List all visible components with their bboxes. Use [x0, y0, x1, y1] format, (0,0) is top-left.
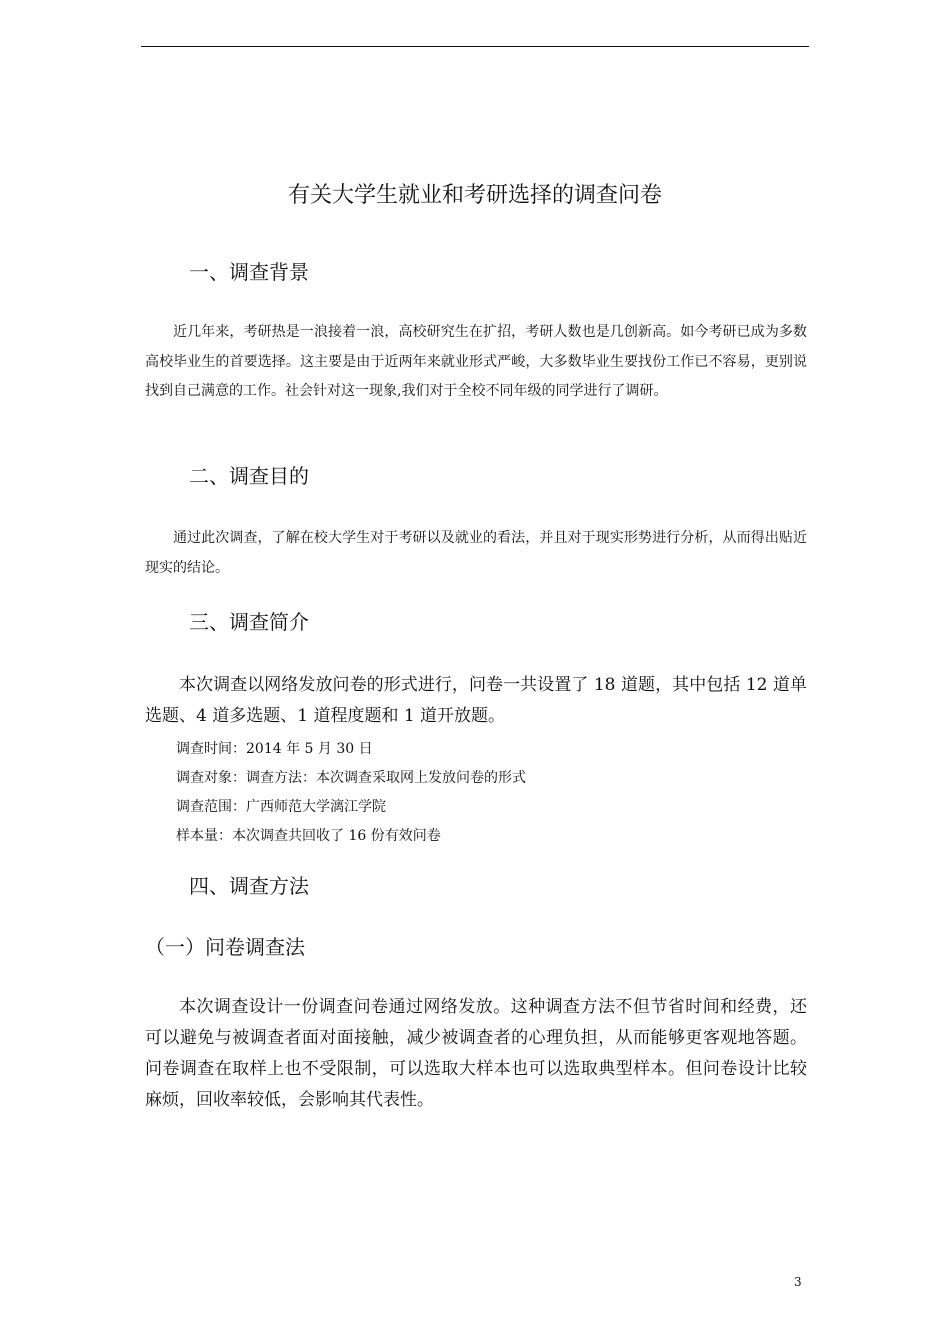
subsection-heading-questionnaire: （一）问卷调查法	[145, 935, 305, 959]
document-title: 有关大学生就业和考研选择的调查问卷	[287, 183, 662, 208]
header-rule	[141, 46, 809, 47]
purpose-paragraph: 通过此次调查，了解在校大学生对于考研以及就业的看法，并且对于现实形势进行分析，从而得出贴近现实的结论。	[145, 530, 807, 576]
section-heading-intro: 三、调查简介	[189, 610, 309, 634]
survey-info-item: 调查范围：广西师范大学漓江学院	[176, 799, 386, 815]
section-heading-background: 一、调查背景	[189, 260, 309, 284]
section-heading-purpose: 二、调查目的	[189, 464, 309, 488]
questionnaire-paragraph: 本次调查设计一份调查问卷通过网络发放。这种调查方法不但节省时间和经费，还可以避免与被调查者面对面接触，减少被调查者的心理负担，从而能够更客观地答题。问卷调查在取样上也不受限制，可以选取大样本也可以选取典型样本。但问卷设计比较麻烦，回收率较低，会影响其代表性。	[145, 997, 807, 1110]
section-heading-method: 四、调查方法	[189, 874, 309, 898]
intro-paragraph: 本次调查以网络发放问卷的形式进行，问卷一共设置了 18 道题，其中包括 12 道单选题、4 道多选题、1 道程度题和 1 道开放题。	[145, 675, 807, 726]
survey-info-list	[176, 735, 526, 851]
survey-info-item: 调查时间：2014 年 5 月 30 日	[176, 741, 373, 757]
background-paragraph: 近几年来，考研热是一浪接着一浪，高校研究生在扩招，考研人数也是几创新高。如今考研已成为多数高校毕业生的首要选择。这主要是由于近两年来就业形式严峻，大多数毕业生要找份工作已不容易，更别说找到自己满意的工作。社会针对这一现象,我们对于全校不同年级的同学进行了调研。	[145, 324, 807, 399]
survey-info-item: 样本量：本次调查共回收了 16 份有效问卷	[176, 828, 441, 844]
page-number: 3	[794, 1275, 802, 1289]
survey-info-item: 调查对象：调查方法：本次调查采取网上发放问卷的形式	[176, 770, 526, 786]
